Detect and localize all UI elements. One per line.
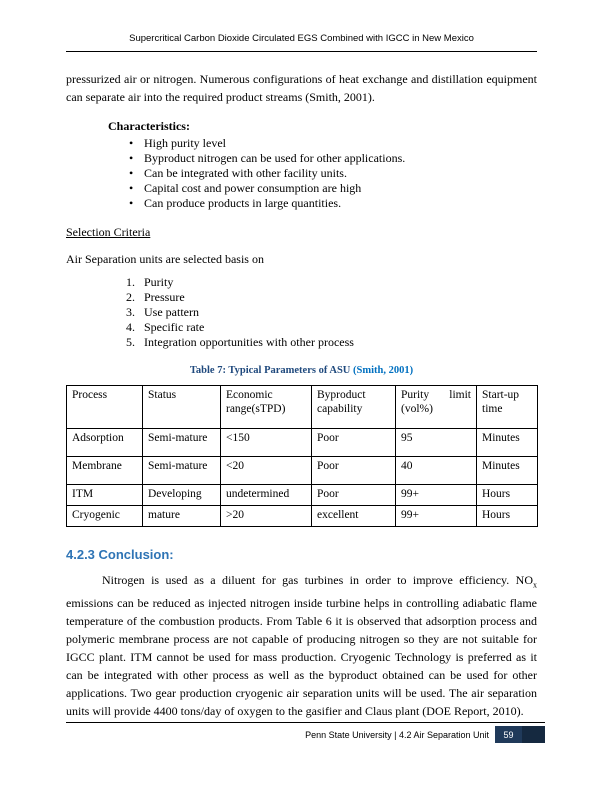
table-cell: >20 (221, 506, 312, 527)
table-cell: Developing (143, 485, 221, 506)
table-header-cell: Economic range(sTPD) (221, 386, 312, 429)
running-header (66, 33, 537, 52)
list-item: Purity (144, 275, 174, 289)
footer-text: Penn State University | 4.2 Air Separation Unit (305, 729, 489, 740)
table-cell: Semi-mature (143, 457, 221, 485)
table-cell: 40 (396, 457, 477, 485)
table-cell: 99+ (396, 506, 477, 527)
subscript-x: x (533, 580, 537, 590)
list-item: Integration opportunities with other process (144, 335, 354, 349)
list-item: • Can produce products in large quantities. (125, 196, 537, 211)
table-cell: Poor (312, 457, 396, 485)
running-title: Supercritical Carbon Dioxide Circulated EGS Combined with IGCC in New Mexico (129, 33, 474, 44)
characteristics-title: Characteristics: (108, 119, 190, 133)
table-row (67, 506, 538, 527)
table-header-cell: Start-up time (477, 386, 538, 429)
table-cell: Hours (477, 485, 538, 506)
table-cell: <150 (221, 429, 312, 457)
selection-criteria-list (126, 275, 537, 350)
table-cell: Minutes (477, 457, 538, 485)
selection-criteria-lead: Air Separation units are selected basis on (66, 252, 264, 266)
list-item: • Can be integrated with other facility units. (125, 166, 537, 181)
table-caption-citation: (Smith, 2001) (353, 365, 414, 376)
intro-paragraph: pressurized air or nitrogen. Numerous configurations of heat exchange and distillation equipment can separate air into the required product streams (Smith, 2001). (66, 72, 537, 104)
page-number-badge (495, 726, 545, 743)
page-footer (66, 722, 545, 743)
table-caption (66, 364, 537, 377)
table-cell: Membrane (67, 457, 143, 485)
table-cell: ITM (67, 485, 143, 506)
list-item: • Capital cost and power consumption are high (125, 181, 537, 196)
conclusion-text-pre: Nitrogen is used as a diluent for gas turbines in order to improve efficiency. NO (102, 573, 533, 587)
list-item: Specific rate (144, 320, 205, 334)
table-cell: Cryogenic (67, 506, 143, 527)
table-caption-text: Table 7: Typical Parameters of ASU (189, 365, 351, 376)
table-cell: mature (143, 506, 221, 527)
list-item: Pressure (144, 290, 185, 304)
list-item: • High purity level (125, 136, 537, 151)
conclusion-heading: 4.2.3 Conclusion: (66, 547, 174, 562)
table-row (67, 457, 538, 485)
table-cell: Hours (477, 506, 538, 527)
table-header-cell: Status (143, 386, 221, 429)
conclusion-paragraph (66, 571, 537, 720)
table-cell: 99+ (396, 485, 477, 506)
table-cell: 95 (396, 429, 477, 457)
table-cell: undetermined (221, 485, 312, 506)
asu-parameters-table (66, 385, 538, 527)
table-row (67, 485, 538, 506)
list-item: Use pattern (144, 305, 199, 319)
conclusion-text-post: emissions can be reduced as injected nitrogen inside turbine helps in controlling adiabatic flame temperature of the combustion products. From Table 6 it is observed that adsorption process and polymeric membrane process are not capable of producing nitrogen so they are not suitable for IGCC plant. ITM cannot be used for mass production. Cryogenic Technology is preferred as it can be integrated with other process as well as the byproduct obtained can be used for other applications. Two gear production cryogenic air separation units will be used. The air separation units will provide 4400 tons/day of oxygen to the gasifier and Claus plant (DOE Report, 2010). (66, 596, 537, 719)
table-cell: excellent (312, 506, 396, 527)
page-body (66, 64, 537, 720)
table-cell: Adsorption (67, 429, 143, 457)
table-header-cell: Purity limit (vol%) (396, 386, 477, 429)
table-cell: Semi-mature (143, 429, 221, 457)
table-header-cell: Byproduct capability (312, 386, 396, 429)
table-header-cell: Process (67, 386, 143, 429)
table-cell: <20 (221, 457, 312, 485)
table-row (67, 429, 538, 457)
page-number: 59 (495, 726, 522, 743)
table-cell: Poor (312, 485, 396, 506)
table-cell: Minutes (477, 429, 538, 457)
table-cell: Poor (312, 429, 396, 457)
page-badge-accent (522, 726, 545, 743)
characteristics-list (125, 136, 537, 211)
selection-criteria-heading: Selection Criteria (66, 225, 151, 239)
list-item: • Byproduct nitrogen can be used for other applications. (125, 151, 537, 166)
table-header-row (67, 386, 538, 429)
